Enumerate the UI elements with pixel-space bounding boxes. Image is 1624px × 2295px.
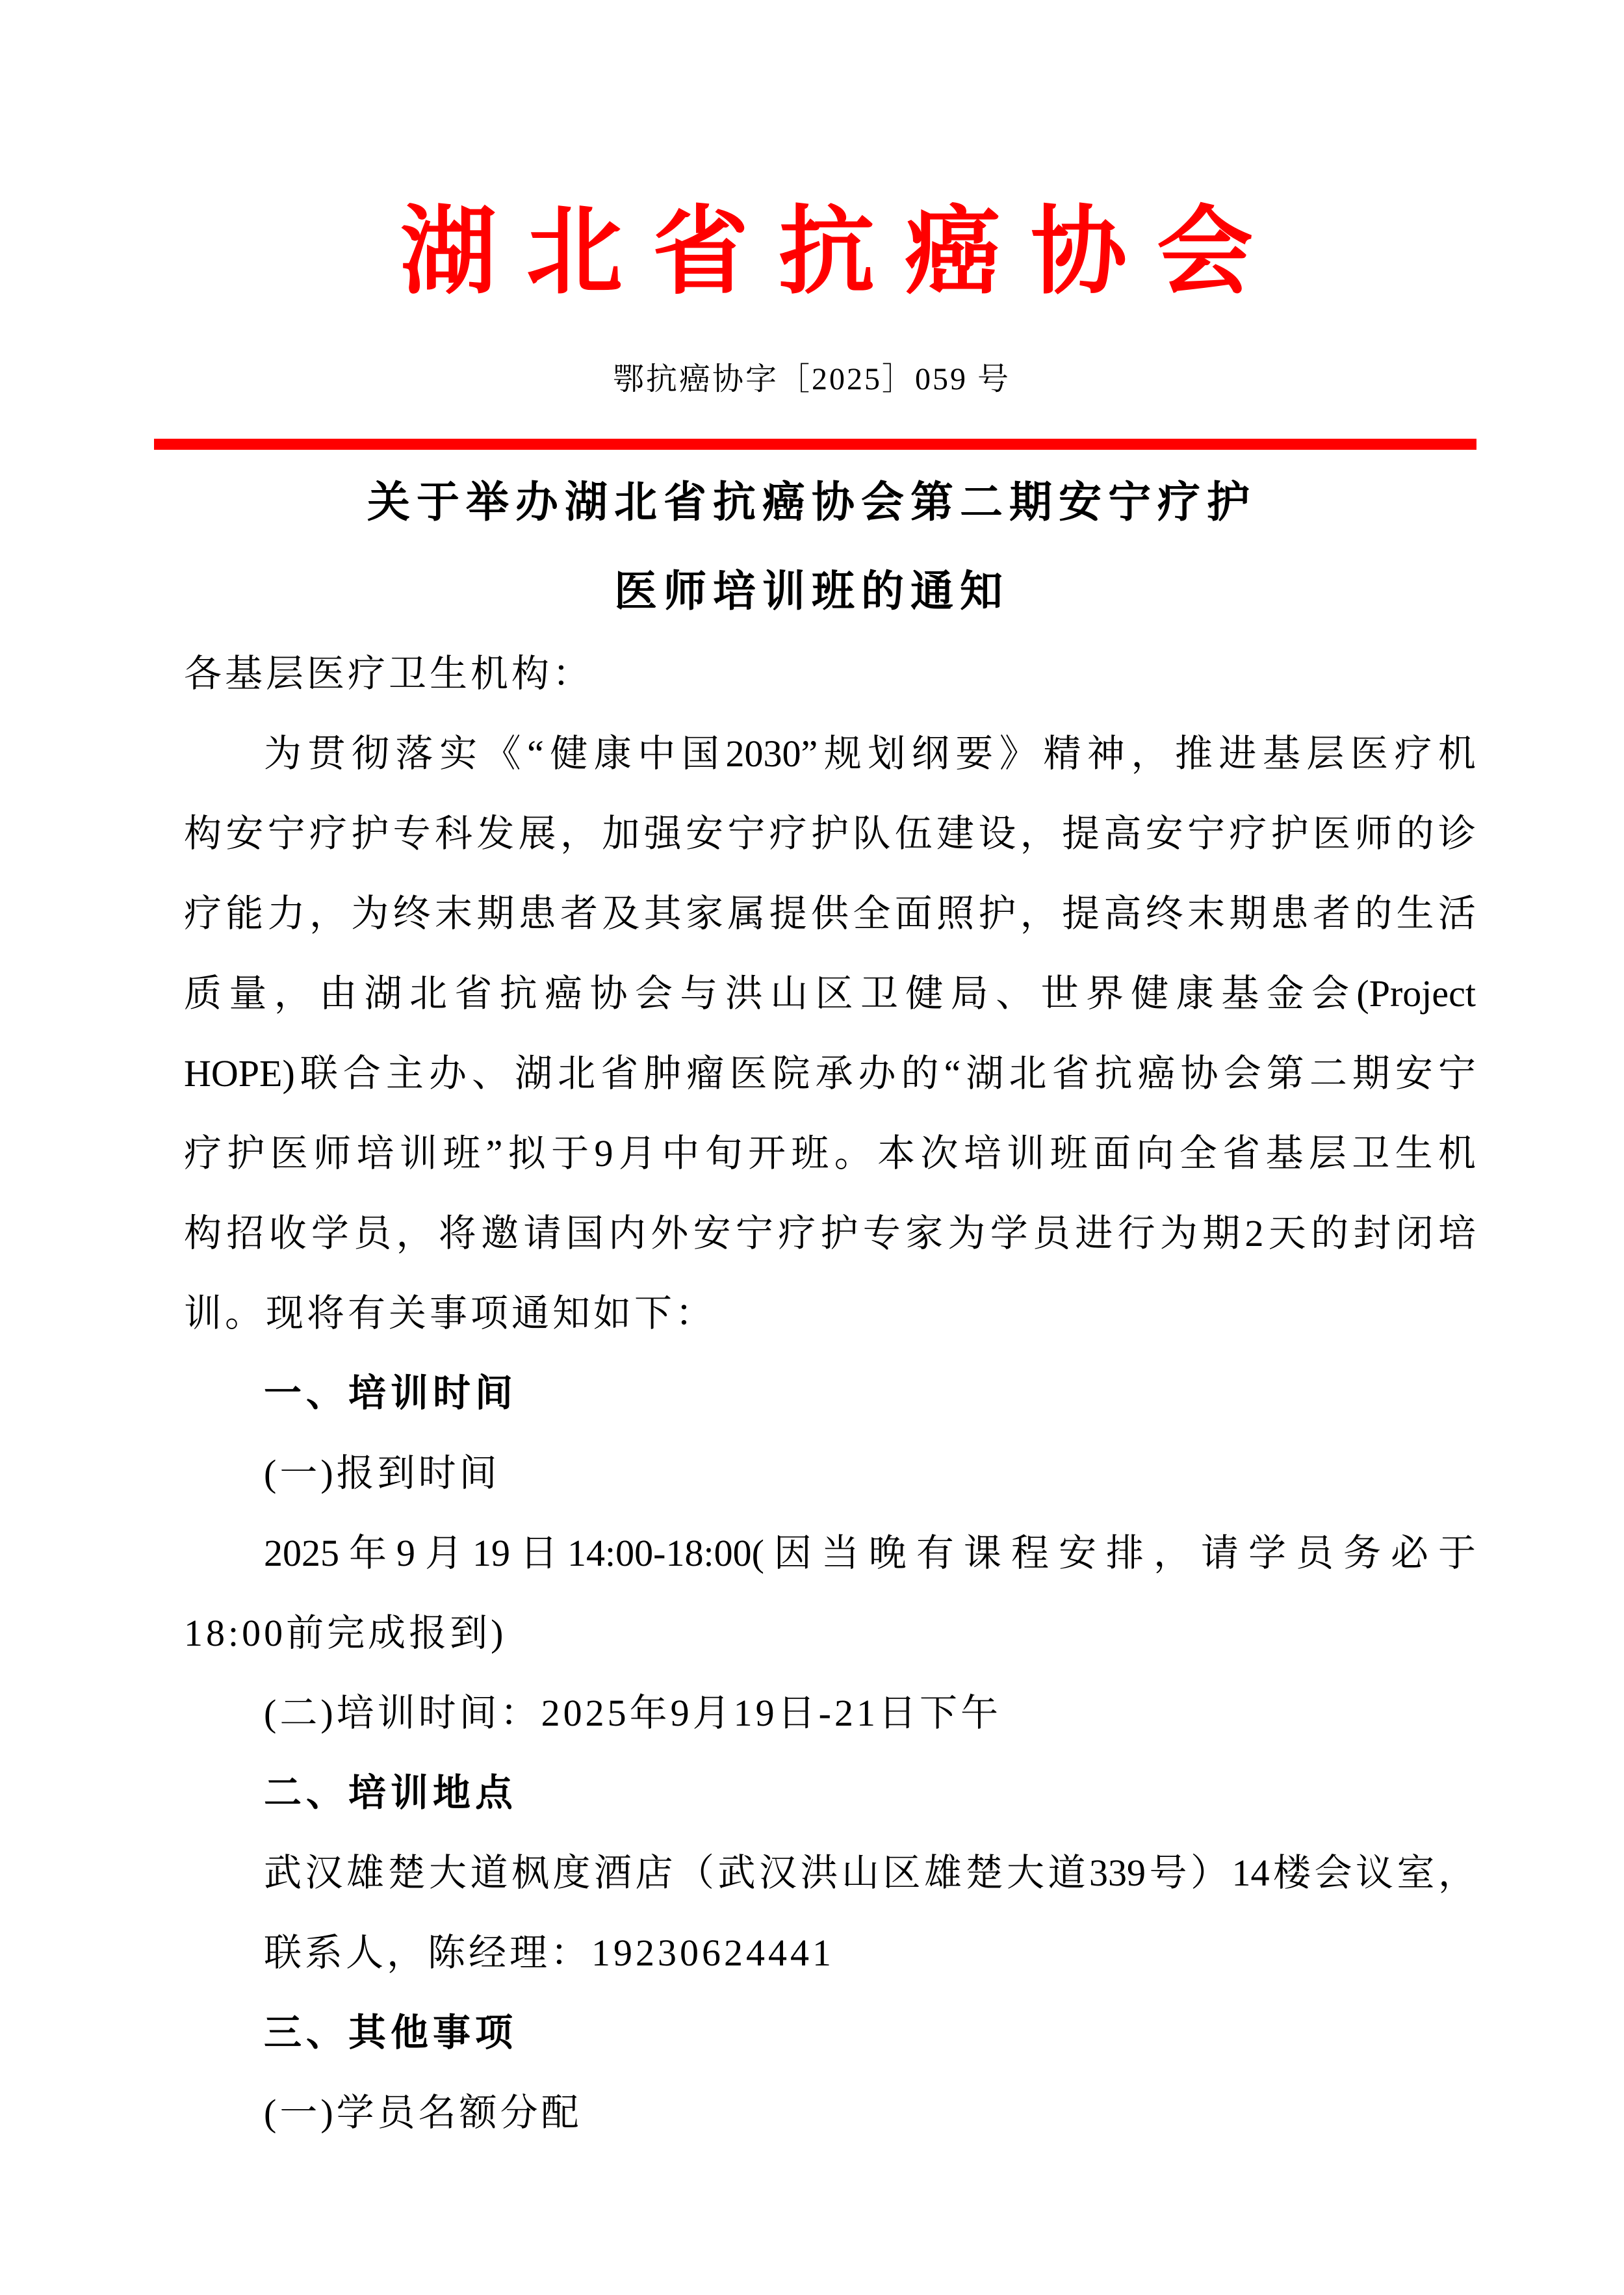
body-line: 二、培训地点 <box>264 1772 518 1814</box>
body-line: 武汉雄楚大道枫度酒店（武汉洪山区雄楚大道339号）14楼会议室， <box>264 1852 1476 1894</box>
notice-title <box>166 458 1458 636</box>
body-line: 2025年9月19日14:00-18:00(因当晚有课程安排，请学员务必于 <box>264 1532 1476 1574</box>
document-number: 鄂抗癌协字［2025］059 号 <box>612 362 1011 396</box>
body-line: 构安宁疗护专科发展，加强安宁疗护队伍建设，提高安宁疗护医师的诊 <box>184 812 1476 855</box>
body-line: 质量，由湖北省抗癌协会与洪山区卫健局、世界健康基金会(Project <box>184 972 1476 1015</box>
body-line: 疗护医师培训班”拟于9月中旬开班。本次培训班面向全省基层卫生机 <box>184 1132 1476 1174</box>
letterhead-org-title: 湖北省抗癌协会 <box>400 200 1283 306</box>
body-line: 联系人，陈经理：19230624441 <box>264 1932 835 1974</box>
notice-title-line1: 关于举办湖北省抗癌协会第二期安宁疗护 <box>367 479 1256 526</box>
notice-title-line2: 医师培训班的通知 <box>614 568 1009 616</box>
letterhead-red-rule <box>154 439 1476 450</box>
body-line: 18:00前完成报到) <box>184 1612 507 1654</box>
body-line: (一)报到时间 <box>264 1452 500 1494</box>
body-text <box>184 634 1476 2153</box>
body-line: (一)学员名额分配 <box>264 2092 582 2134</box>
body-line: 一、培训时间 <box>264 1372 518 1414</box>
body-line: 为贯彻落实《“健康中国2030”规划纲要》精神，推进基层医疗机 <box>264 733 1476 775</box>
body-line: 构招收学员，将邀请国内外安宁疗护专家为学员进行为期2天的封闭培 <box>184 1212 1476 1254</box>
body-line: 三、其他事项 <box>264 2012 518 2054</box>
body-line: 疗能力，为终末期患者及其家属提供全面照护，提高终末期患者的生活 <box>184 892 1476 935</box>
body-line: HOPE)联合主办、湖北省肿瘤医院承办的“湖北省抗癌协会第二期安宁 <box>184 1052 1476 1095</box>
body-line: (二)培训时间：2025年9月19日-21日下午 <box>264 1692 1001 1734</box>
body-line: 训。现将有关事项通知如下： <box>184 1292 717 1334</box>
body-line: 各基层医疗卫生机构： <box>184 653 594 695</box>
